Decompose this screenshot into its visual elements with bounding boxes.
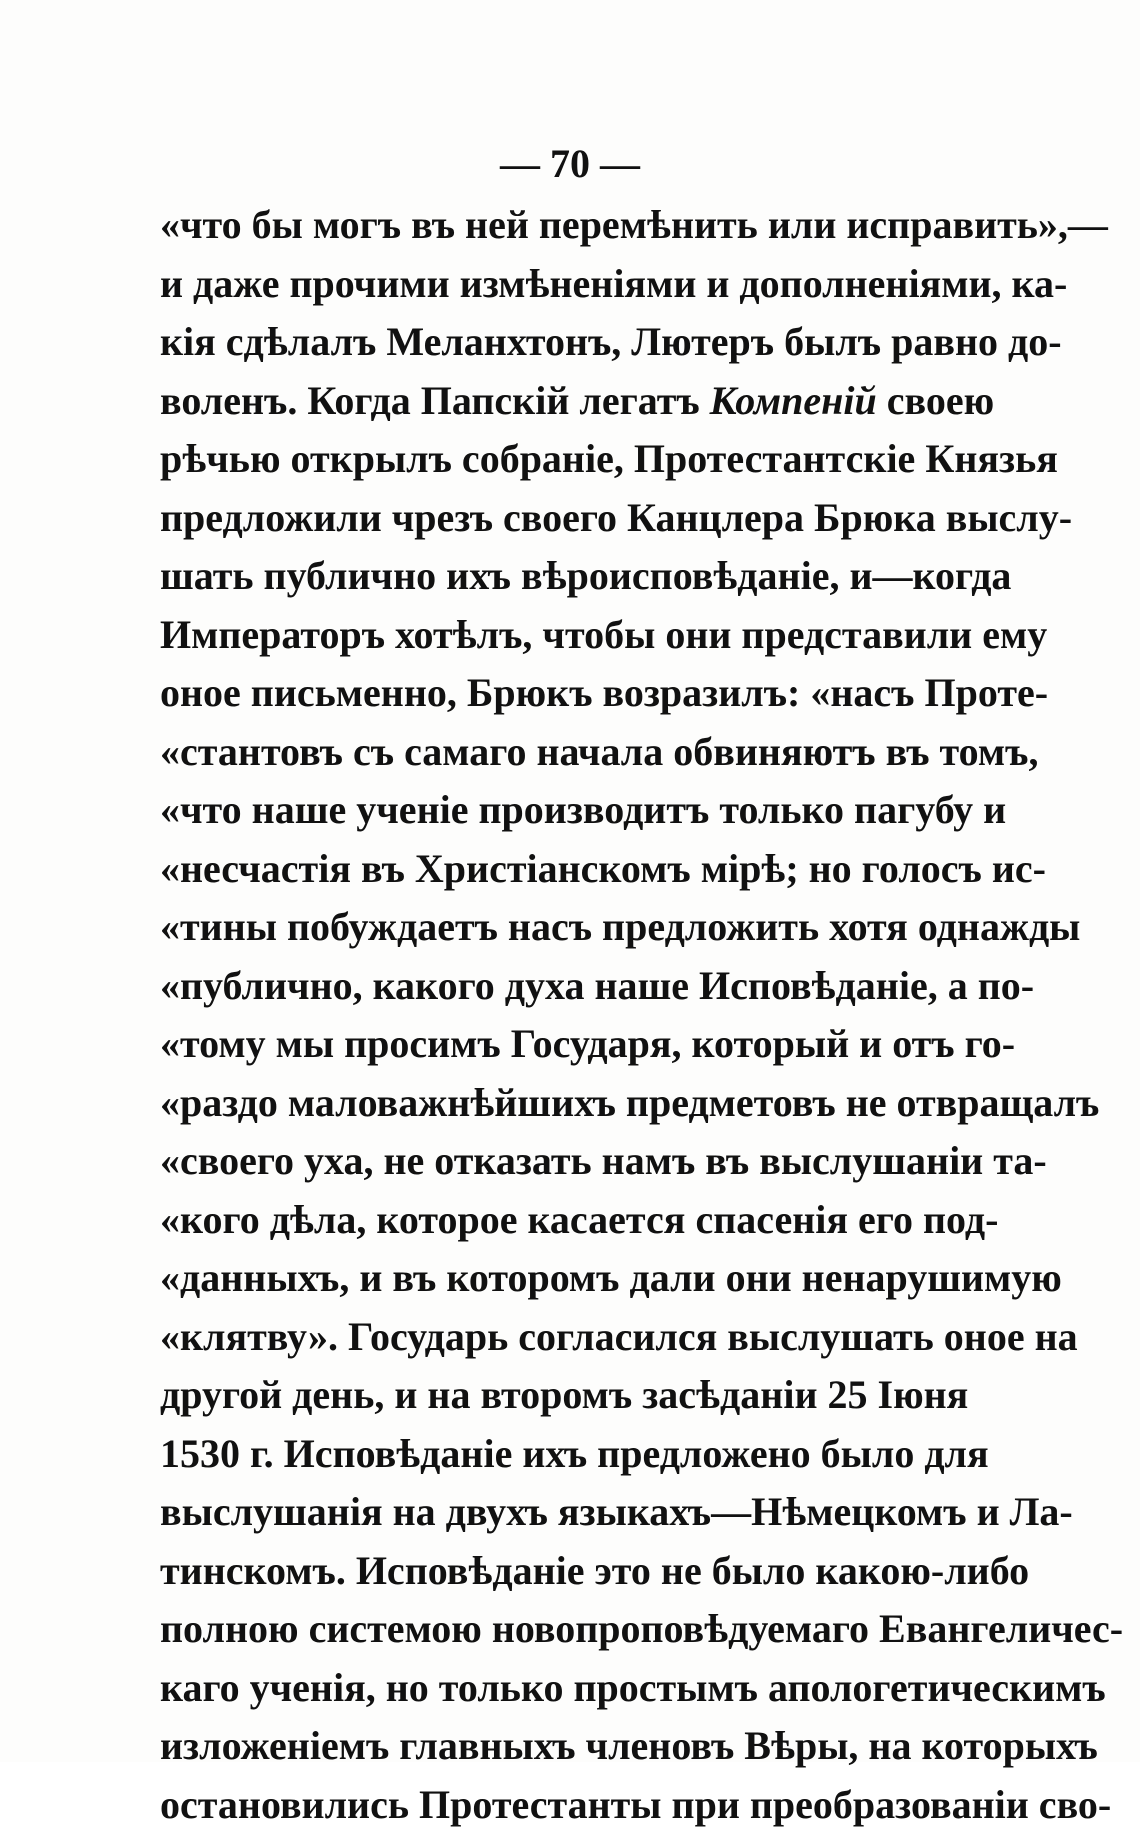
text-line: оное письменно, Брюкъ возразилъ: «насъ Проте- bbox=[160, 664, 962, 723]
text-line: «публично, какого духа наше Исповѣданіе, а по- bbox=[160, 957, 962, 1016]
text-line: каго ученія, но только простымъ апологетическимъ bbox=[160, 1659, 962, 1718]
text-line: «своего уха, не отказать намъ въ выслушаніи та- bbox=[160, 1132, 962, 1191]
text-line: другой день, и на второмъ засѣданіи 25 Іюня bbox=[160, 1366, 962, 1425]
text-line: Императоръ хотѣлъ, чтобы они представили ему bbox=[160, 606, 962, 665]
text-line: «несчастія въ Христіанскомъ мірѣ; но голосъ ис- bbox=[160, 840, 962, 899]
text-line bbox=[160, 372, 962, 431]
text-line: тинскомъ. Исповѣданіе это не было какою-либо bbox=[160, 1542, 962, 1601]
text-line: «кого дѣла, которое касается спасенія его под- bbox=[160, 1191, 962, 1250]
page-number: — 70 — bbox=[0, 142, 1140, 186]
text-line: «что наше ученіе производитъ только пагубу и bbox=[160, 781, 962, 840]
text-line: шать публично ихъ вѣроисповѣданіе, и—когда bbox=[160, 547, 962, 606]
text-line: выслушанія на двухъ языкахъ—Нѣмецкомъ и Ла- bbox=[160, 1483, 962, 1542]
body-text bbox=[160, 196, 962, 1834]
italic-name: Компеній bbox=[710, 378, 877, 423]
text-line: «раздо маловажнѣйшихъ предметовъ не отвращалъ bbox=[160, 1074, 962, 1133]
text-line: «тины побуждаетъ насъ предложить хотя однажды bbox=[160, 898, 962, 957]
text-line: «данныхъ, и въ которомъ дали они ненарушимую bbox=[160, 1249, 962, 1308]
text-run: воленъ. Когда Папскій легатъ bbox=[160, 378, 710, 423]
text-line: 1530 г. Исповѣданіе ихъ предложено было для bbox=[160, 1425, 962, 1484]
text-line: полною системою новопроповѣдуемаго Евангеличес- bbox=[160, 1600, 962, 1659]
text-run: своею bbox=[877, 378, 994, 423]
text-line: рѣчью открылъ собраніе, Протестантскіе Князья bbox=[160, 430, 962, 489]
text-line: предложили чрезъ своего Канцлера Брюка выслу- bbox=[160, 489, 962, 548]
text-line: «тому мы просимъ Государя, который и отъ го- bbox=[160, 1015, 962, 1074]
text-line: остановились Протестанты при преобразованіи сво- bbox=[160, 1776, 962, 1834]
text-line: кія сдѣлалъ Меланхтонъ, Лютеръ былъ равно до- bbox=[160, 313, 962, 372]
text-line: «стантовъ съ самаго начала обвиняютъ въ томъ, bbox=[160, 723, 962, 782]
text-line: изложеніемъ главныхъ членовъ Вѣры, на которыхъ bbox=[160, 1717, 962, 1776]
text-line: и даже прочими измѣненіями и дополненіями, ка- bbox=[160, 255, 962, 314]
text-line: «что бы могъ въ ней перемѣнить или исправить»,— bbox=[160, 196, 962, 255]
text-line: «клятву». Государь согласился выслушать оное на bbox=[160, 1308, 962, 1367]
